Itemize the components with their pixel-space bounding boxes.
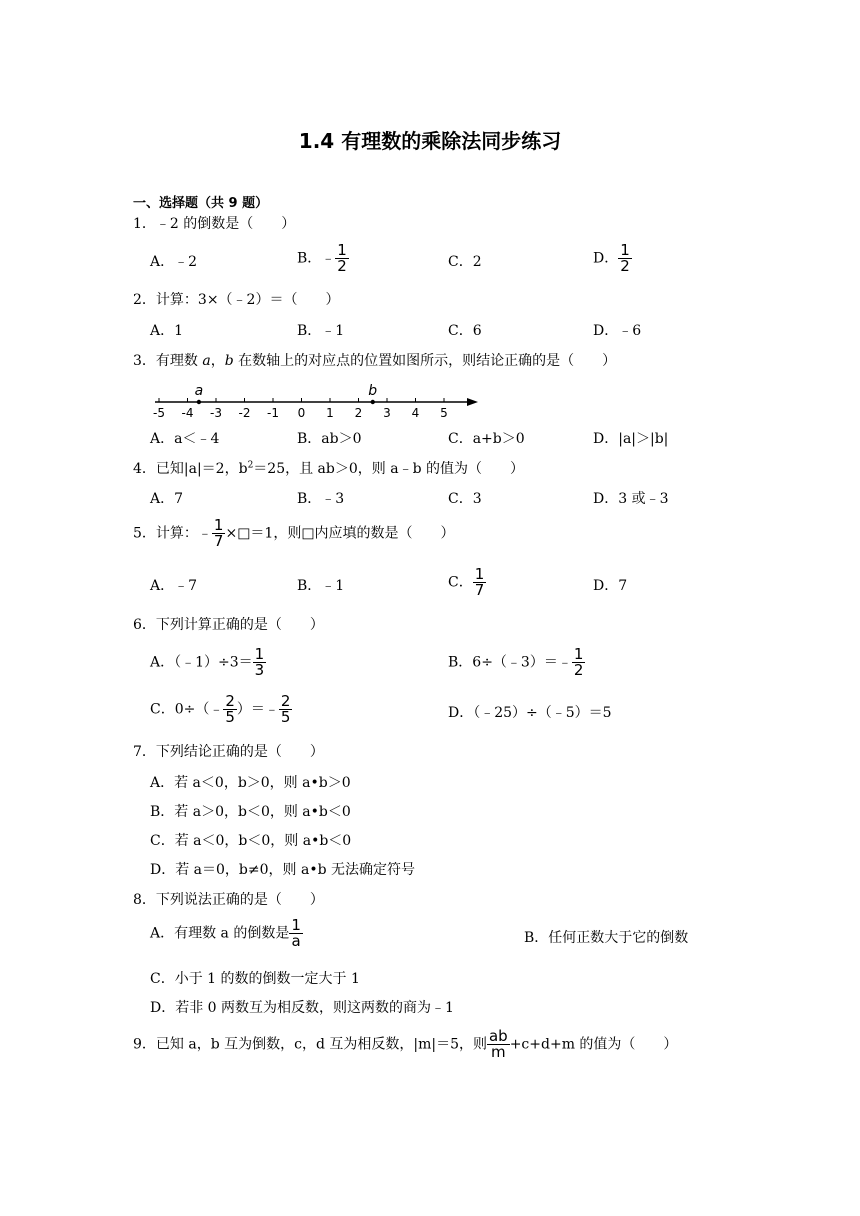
q2-option-a[interactable]: A．1 — [150, 323, 184, 339]
fraction-denominator: 2 — [573, 661, 584, 679]
fraction-numerator: ab — [488, 1027, 508, 1045]
q9-stem-pre: 9．已知 a，b 互为倒数，c，d 互为相反数，|m|＝5，则 — [133, 1036, 487, 1053]
q5-option-c-fraction — [473, 567, 487, 598]
q2-option-c[interactable]: C．6 — [448, 323, 482, 339]
page-title: 1.4 有理数的乘除法同步练习 — [298, 129, 562, 153]
q9-stem-post: +c+d+m 的值为（ ） — [509, 1036, 678, 1053]
q7-option-c[interactable]: C．若 a＜0，b＜0，则 a•b＜0 — [150, 833, 352, 849]
q3-comma: ， — [210, 353, 225, 369]
number-line-tick-label: 5 — [440, 406, 448, 420]
fraction-numerator: 1 — [337, 241, 347, 259]
q3-var-a: a — [202, 353, 211, 369]
number-line-tick-label: -4 — [181, 406, 194, 420]
number-line-arrow-icon — [467, 398, 478, 406]
fraction-numerator: 1 — [573, 645, 584, 663]
q8-option-a-prefix: A．有理数 a 的倒数是 — [150, 925, 290, 942]
q6-option-a-fraction — [253, 647, 267, 678]
fraction-numerator: 1 — [213, 516, 224, 534]
fraction-denominator: 5 — [280, 708, 291, 726]
number-line-tick-label: -1 — [267, 406, 279, 420]
q4-stem-part1: 4．已知|a|＝2，b — [133, 461, 248, 477]
number-line-tick-label: 0 — [297, 406, 306, 420]
q3-option-a[interactable]: A．a＜﹣4 — [150, 431, 220, 447]
q6-option-d[interactable]: D．（﹣25）÷（﹣5）＝5 — [448, 705, 612, 721]
question-5-stem — [133, 518, 455, 549]
q1-option-c[interactable]: C．2 — [448, 254, 482, 270]
q6-option-a[interactable] — [150, 647, 266, 678]
q6-option-b[interactable] — [448, 647, 585, 678]
point-a-label: a — [194, 383, 204, 399]
q3-stem-post: 在数轴上的对应点的位置如图所示，则结论正确的是（ ） — [233, 353, 617, 369]
number-line-tick-label: -5 — [153, 406, 165, 420]
q6-option-c-prefix: C．0÷（﹣ — [150, 701, 224, 718]
q7-option-a[interactable]: A．若 a＜0，b＞0，则 a•b＞0 — [150, 775, 351, 791]
q2-option-d[interactable]: D．﹣6 — [593, 323, 642, 339]
q6-option-b-prefix: B．6÷（﹣3）＝﹣ — [448, 654, 572, 671]
q7-option-b[interactable]: B．若 a＞0，b＜0，则 a•b＜0 — [150, 804, 351, 820]
number-line-tick-label: 1 — [326, 406, 334, 420]
number-line-tick-label: 3 — [383, 406, 391, 420]
q8-option-a[interactable] — [150, 918, 303, 949]
question-2-stem: 2．计算：3×（﹣2）＝（ ） — [133, 292, 340, 308]
fraction-numerator: 1 — [474, 565, 485, 583]
q2-option-b[interactable]: B．﹣1 — [297, 323, 345, 339]
fraction-numerator: 1 — [291, 916, 301, 934]
fraction-denominator: 7 — [474, 581, 485, 599]
q1-option-d-prefix: D． — [593, 250, 619, 267]
number-line-tick-label: 2 — [354, 406, 363, 420]
q6-option-c-fraction-1 — [223, 694, 237, 725]
q6-option-c-fraction-2 — [279, 694, 293, 725]
q4-option-c[interactable]: C．3 — [448, 491, 482, 507]
fraction-numerator: 1 — [254, 645, 265, 663]
fraction-numerator: 2 — [225, 692, 235, 710]
q3-stem-pre: 3．有理数 — [133, 353, 203, 369]
q6-option-c[interactable] — [150, 694, 292, 725]
q5-option-b[interactable]: B．﹣1 — [297, 578, 345, 594]
q8-option-d[interactable]: D．若非 0 两数互为相反数，则这两数的商为﹣1 — [150, 1000, 454, 1016]
number-line-figure — [145, 380, 485, 420]
q5-option-c[interactable] — [448, 567, 486, 598]
fraction-denominator: 5 — [225, 708, 235, 726]
question-7-stem: 7．下列结论正确的是（ ） — [133, 744, 324, 760]
section-heading: 一、选择题（共 9 题） — [133, 196, 269, 211]
q4-option-b[interactable]: B．﹣3 — [297, 491, 345, 507]
q7-option-d[interactable]: D．若 a＝0，b≠0，则 a•b 无法确定符号 — [150, 862, 415, 878]
fraction-denominator: 7 — [213, 532, 224, 550]
q5-stem-pre: 5．计算：﹣ — [133, 525, 212, 542]
q3-option-c[interactable]: C．a+b＞0 — [448, 431, 525, 447]
q4-option-a[interactable]: A．7 — [150, 491, 184, 507]
fraction-numerator: 1 — [620, 241, 630, 259]
point-b-label: b — [368, 383, 378, 399]
point-a-dot — [197, 400, 201, 404]
number-line-tick-label: -2 — [238, 406, 251, 420]
q1-option-a[interactable]: A．﹣2 — [150, 254, 198, 270]
question-4-stem — [133, 460, 524, 478]
q6-option-a-prefix: A．（﹣1）÷3＝ — [150, 654, 253, 671]
q4-option-d[interactable]: D．3 或﹣3 — [593, 491, 669, 507]
q4-superscript: 2 — [247, 460, 254, 471]
q8-option-c[interactable]: C．小于 1 的数的倒数一定大于 1 — [150, 971, 360, 987]
q5-option-a[interactable]: A．﹣7 — [150, 578, 198, 594]
fraction-denominator: a — [291, 932, 301, 950]
number-line-tick-label: -3 — [210, 406, 222, 420]
q9-fraction — [487, 1029, 510, 1060]
question-1-stem: 1．﹣2 的倒数是（ ） — [133, 216, 296, 232]
question-3-stem — [133, 352, 616, 370]
q6-option-c-mid: ）＝﹣ — [236, 701, 279, 718]
q3-var-b: b — [224, 353, 234, 369]
q5-option-d[interactable]: D．7 — [593, 578, 628, 594]
q8-option-a-fraction — [289, 918, 303, 949]
fraction-denominator: 2 — [337, 257, 347, 275]
q5-option-c-prefix: C． — [448, 574, 473, 591]
q8-option-b[interactable]: B．任何正数大于它的倒数 — [524, 930, 689, 946]
q1-option-b-fraction — [335, 243, 349, 274]
q4-stem-part2: ＝25，且 ab＞0，则 a﹣b 的值为（ ） — [253, 461, 524, 477]
fraction-numerator: 2 — [280, 692, 291, 710]
q5-fraction — [212, 518, 226, 549]
q5-stem-post: ×□＝1，则□内应填的数是（ ） — [225, 525, 455, 542]
question-9-stem — [133, 1029, 677, 1060]
question-8-stem: 8．下列说法正确的是（ ） — [133, 892, 324, 908]
fraction-denominator: 3 — [254, 661, 265, 679]
q1-option-b[interactable] — [297, 243, 349, 274]
number-line-tick-label: 4 — [411, 406, 420, 420]
question-6-stem: 6．下列计算正确的是（ ） — [133, 617, 324, 633]
fraction-denominator: m — [491, 1043, 506, 1061]
q1-option-d[interactable] — [593, 243, 632, 274]
q6-option-b-fraction — [572, 647, 586, 678]
fraction-denominator: 2 — [620, 257, 630, 275]
point-b-dot — [371, 400, 375, 404]
q3-option-d[interactable]: D．|a|＞|b| — [593, 431, 669, 447]
q3-option-b[interactable]: B．ab＞0 — [297, 431, 362, 447]
q1-option-d-fraction — [618, 243, 632, 274]
q1-option-b-prefix: B．﹣ — [297, 250, 336, 267]
